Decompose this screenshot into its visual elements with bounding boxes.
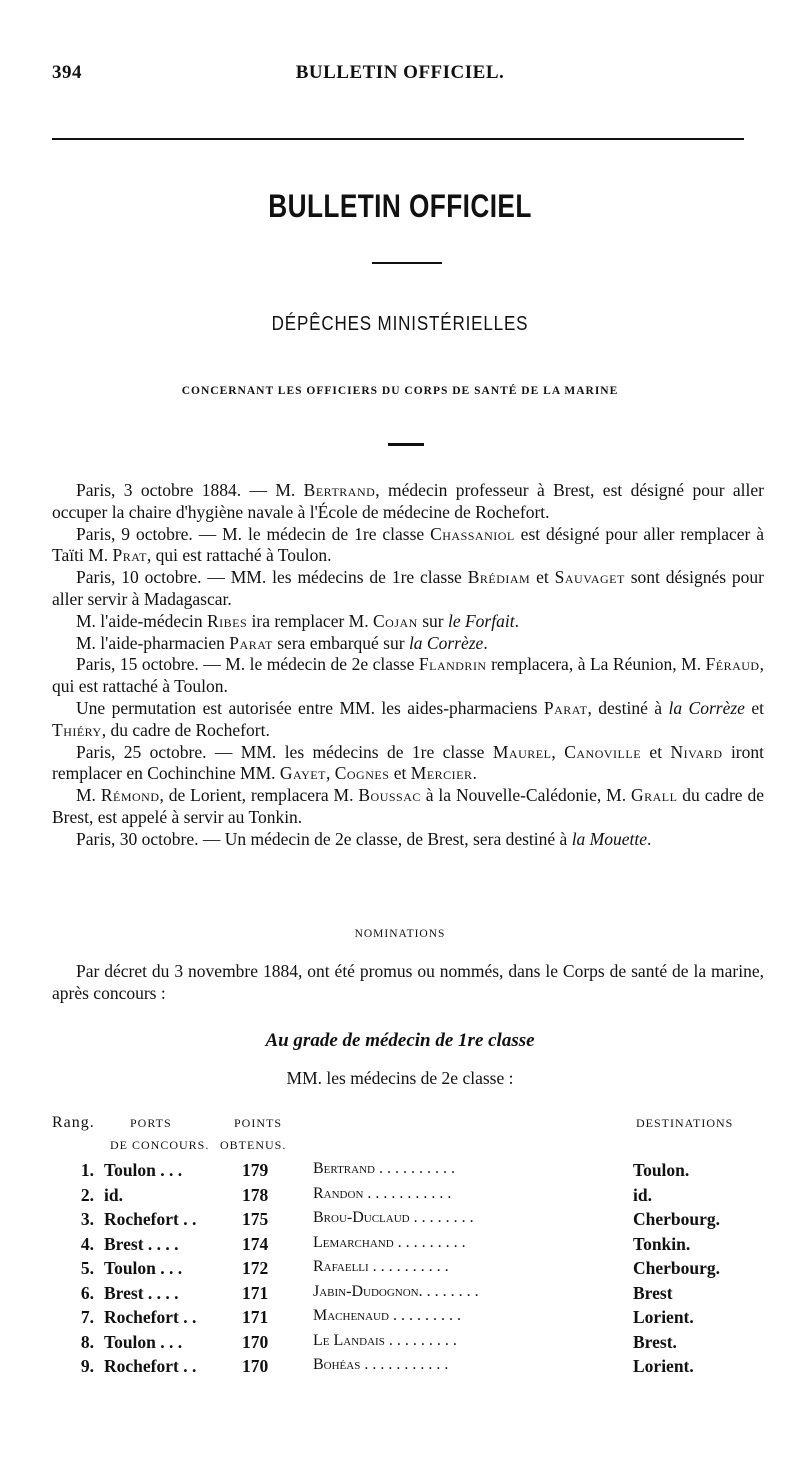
destination-cell: Lorient.	[633, 1307, 694, 1327]
text-segment: M.	[76, 785, 101, 806]
text-segment: ira remplacer M.	[247, 610, 373, 631]
port-cell: Rochefort . .	[104, 1307, 197, 1327]
person-name: Flandrin	[418, 654, 487, 675]
running-title: BULLETIN OFFICIEL.	[295, 62, 505, 83]
port-cell: Rochefort . .	[104, 1209, 197, 1229]
text-segment: , du cadre de Rochefort.	[101, 719, 270, 740]
person-name: Parat	[229, 632, 273, 653]
header-points-sub: OBTENUS.	[220, 1138, 287, 1152]
person-name: Canoville	[564, 741, 642, 762]
table-row	[0, 1307, 800, 1332]
text-segment: sera embarqué sur	[272, 632, 409, 653]
destination-cell: Cherbourg.	[633, 1258, 721, 1278]
points-cell: 179	[242, 1160, 269, 1180]
name-cell: Lemarchand . . . . . . . . .	[313, 1233, 466, 1251]
text-segment: M. l'aide-pharmacien	[76, 632, 230, 653]
person-name: Féraud	[705, 654, 760, 675]
name-cell: Bertrand . . . . . . . . . .	[313, 1160, 455, 1177]
dispatch-paragraph	[52, 633, 764, 655]
person-name: Ribes	[206, 610, 248, 631]
table-row	[0, 1234, 800, 1259]
text-segment: sur	[417, 610, 448, 631]
text-segment: , médecin professeur à Brest, est désigné pour aller occuper la chaire d'hygiène navale à l'École de médecine de Rochefort.	[52, 480, 764, 522]
text-segment: M. l'aide-médecin	[76, 610, 207, 631]
port-cell: Toulon . . .	[104, 1331, 183, 1352]
person-name: Mercier	[410, 763, 473, 784]
table-row	[0, 1185, 800, 1210]
text-segment: et	[641, 741, 671, 762]
dispatch-paragraph	[52, 785, 764, 829]
text-segment: sont désignés pour aller servir à Madagascar.	[52, 567, 764, 609]
person-name: Bertrand	[303, 480, 376, 500]
points-cell: 175	[242, 1209, 269, 1229]
dispatch-paragraph	[52, 611, 764, 633]
text-segment: Paris, 9 octobre. — M. le médecin de 1re classe	[76, 523, 431, 544]
decree-paragraph: Par décret du 3 novembre 1884, ont été promus ou nommés, dans le Corps de santé de la marine, après concours :	[52, 961, 764, 1003]
text-segment: Paris, 30 octobre. — Un médecin de 2e classe, de Brest, sera destiné à	[76, 828, 572, 849]
points-cell: 172	[242, 1258, 269, 1278]
text-segment: du cadre de Brest, est appelé à servir au Tonkin.	[52, 785, 764, 827]
person-name: Maurel	[492, 741, 552, 762]
nominations-heading: NOMINATIONS	[354, 928, 446, 940]
table-row	[0, 1258, 800, 1283]
person-name: Brédiam	[467, 567, 531, 588]
text-segment: .	[483, 632, 488, 653]
rank-cell: 2.	[80, 1184, 94, 1205]
name-cell: Randon . . . . . . . . . . .	[313, 1184, 452, 1202]
dispatch-paragraph	[52, 829, 764, 851]
person-name: Parat	[543, 697, 588, 718]
name-cell: Machenaud . . . . . . . . .	[313, 1307, 461, 1324]
text-segment: ,	[551, 741, 565, 762]
table-row	[0, 1209, 800, 1234]
destination-cell: Brest	[633, 1282, 673, 1303]
text-segment: et	[530, 567, 555, 588]
person-name: Boussac	[358, 785, 421, 806]
text-segment: , qui est rattaché à Toulon.	[146, 545, 332, 566]
text-segment: remplacera, à La Réunion, M.	[486, 654, 706, 675]
rank-cell: 1.	[80, 1160, 94, 1180]
text-segment: Paris, 25 octobre. — MM. les médecins de 1re classe	[76, 741, 493, 762]
header-destinations: DESTINATIONS	[636, 1116, 734, 1130]
section-title: DÉPÊCHES MINISTÉRIELLES	[271, 313, 529, 335]
port-cell: id.	[104, 1184, 123, 1205]
destination-cell: Cherbourg.	[633, 1209, 721, 1229]
header-ports-sub: DE CONCOURS.	[110, 1138, 210, 1152]
text-segment: et	[389, 763, 411, 784]
port-cell: Toulon . . .	[104, 1258, 183, 1278]
table-row	[0, 1283, 800, 1308]
text-segment: , destiné à	[587, 697, 669, 718]
grade-heading	[0, 1030, 800, 1052]
port-cell: Brest . . . .	[104, 1233, 179, 1254]
points-cell: 174	[242, 1233, 269, 1254]
destination-cell: Brest.	[633, 1331, 677, 1352]
decree-text	[52, 960, 764, 1004]
mm-line: MM. les médecins de 2e classe :	[286, 1068, 514, 1088]
rank-cell: 3.	[80, 1209, 94, 1229]
text-segment: , de Lorient, remplacera M.	[159, 785, 359, 806]
person-name: Gayet	[279, 763, 326, 784]
points-cell: 171	[242, 1282, 269, 1303]
ship-name: la Corrèze	[408, 632, 484, 653]
table-row	[0, 1356, 800, 1381]
main-title: BULLETIN OFFICIEL	[268, 188, 532, 224]
text-segment: iront remplacer en Cochinchine MM.	[52, 741, 764, 784]
title-rule	[372, 262, 442, 264]
text-segment: ,	[325, 763, 335, 784]
points-cell: 170	[242, 1356, 269, 1376]
table-row	[0, 1160, 800, 1185]
grade-heading-text: Au grade de médecin de 1re classe	[265, 1030, 535, 1051]
section-subtitle: CONCERNANT LES OFFICIERS DU CORPS DE SANTÉ DE LA MARINE	[181, 385, 619, 397]
dispatches-text	[52, 480, 764, 851]
rank-cell: 8.	[80, 1331, 94, 1352]
header-ports: PORTS	[130, 1116, 172, 1130]
text-segment: Paris, 3 octobre 1884. — M.	[76, 480, 304, 500]
text-segment: .	[647, 828, 652, 849]
destination-cell: id.	[633, 1184, 652, 1205]
port-cell: Brest . . . .	[104, 1282, 179, 1303]
header-rule	[52, 138, 744, 140]
rank-cell: 7.	[80, 1307, 94, 1327]
person-name: Chassaniol	[430, 523, 515, 544]
rank-cell: 9.	[80, 1356, 94, 1376]
ship-name: la Mouette	[571, 828, 648, 849]
ship-name: la Corrèze	[668, 697, 745, 718]
dispatch-paragraph	[52, 698, 764, 742]
destination-cell: Toulon.	[633, 1160, 690, 1180]
name-cell: Le Landais . . . . . . . . .	[313, 1331, 457, 1349]
header-rank: Rang.	[52, 1114, 95, 1131]
page-number: 394	[52, 62, 82, 83]
text-segment: Paris, 10 octobre. — MM. les médecins de 1re classe	[76, 567, 468, 588]
name-cell: Rafaelli . . . . . . . . . .	[313, 1258, 449, 1275]
table-row	[0, 1332, 800, 1357]
name-cell: Brou-Duclaud . . . . . . . .	[313, 1209, 474, 1226]
destination-cell: Tonkin.	[633, 1233, 691, 1254]
destination-cell: Lorient.	[633, 1356, 694, 1376]
text-segment: Paris, 15 octobre. — M. le médecin de 2e classe	[76, 654, 419, 675]
dispatch-paragraph	[52, 524, 764, 568]
rank-cell: 5.	[80, 1258, 94, 1278]
section-rule	[388, 443, 424, 446]
port-cell: Rochefort . .	[104, 1356, 197, 1376]
nominations-table	[0, 1160, 800, 1381]
name-cell: Jabin-Dudognon. . . . . . . .	[313, 1282, 479, 1300]
person-name: Rémond	[100, 785, 160, 806]
text-segment: et	[744, 697, 764, 718]
text-segment: Une permutation est autorisée entre MM. les aides-pharmaciens	[76, 697, 544, 718]
text-segment: est désigné pour aller remplacer à Taïti M.	[52, 523, 765, 566]
dispatch-paragraph	[52, 654, 764, 698]
text-segment: .	[514, 610, 519, 631]
name-cell: Bohéas . . . . . . . . . . .	[313, 1356, 449, 1373]
person-name: Sauvaget	[554, 567, 625, 588]
text-segment: , qui est rattaché à Toulon.	[52, 654, 764, 697]
points-cell: 178	[242, 1184, 269, 1205]
dispatch-paragraph	[52, 567, 764, 611]
person-name: Grall	[630, 785, 678, 806]
text-segment: à la Nouvelle-Calédonie, M.	[420, 785, 631, 806]
person-name: Cojan	[372, 610, 418, 631]
points-cell: 170	[242, 1331, 269, 1352]
header-points: POINTS	[234, 1116, 283, 1130]
person-name: Prat	[112, 545, 147, 566]
dispatch-paragraph	[52, 480, 764, 524]
person-name: Cognes	[334, 763, 390, 784]
text-segment: .	[472, 763, 477, 784]
port-cell: Toulon . . .	[104, 1160, 183, 1180]
points-cell: 171	[242, 1307, 269, 1327]
rank-cell: 6.	[80, 1282, 94, 1303]
dispatch-paragraph	[52, 742, 764, 786]
rank-cell: 4.	[80, 1233, 94, 1254]
person-name: Thiéry	[52, 719, 102, 740]
ship-name: le Forfait	[447, 610, 515, 631]
person-name: Nivard	[670, 741, 723, 762]
